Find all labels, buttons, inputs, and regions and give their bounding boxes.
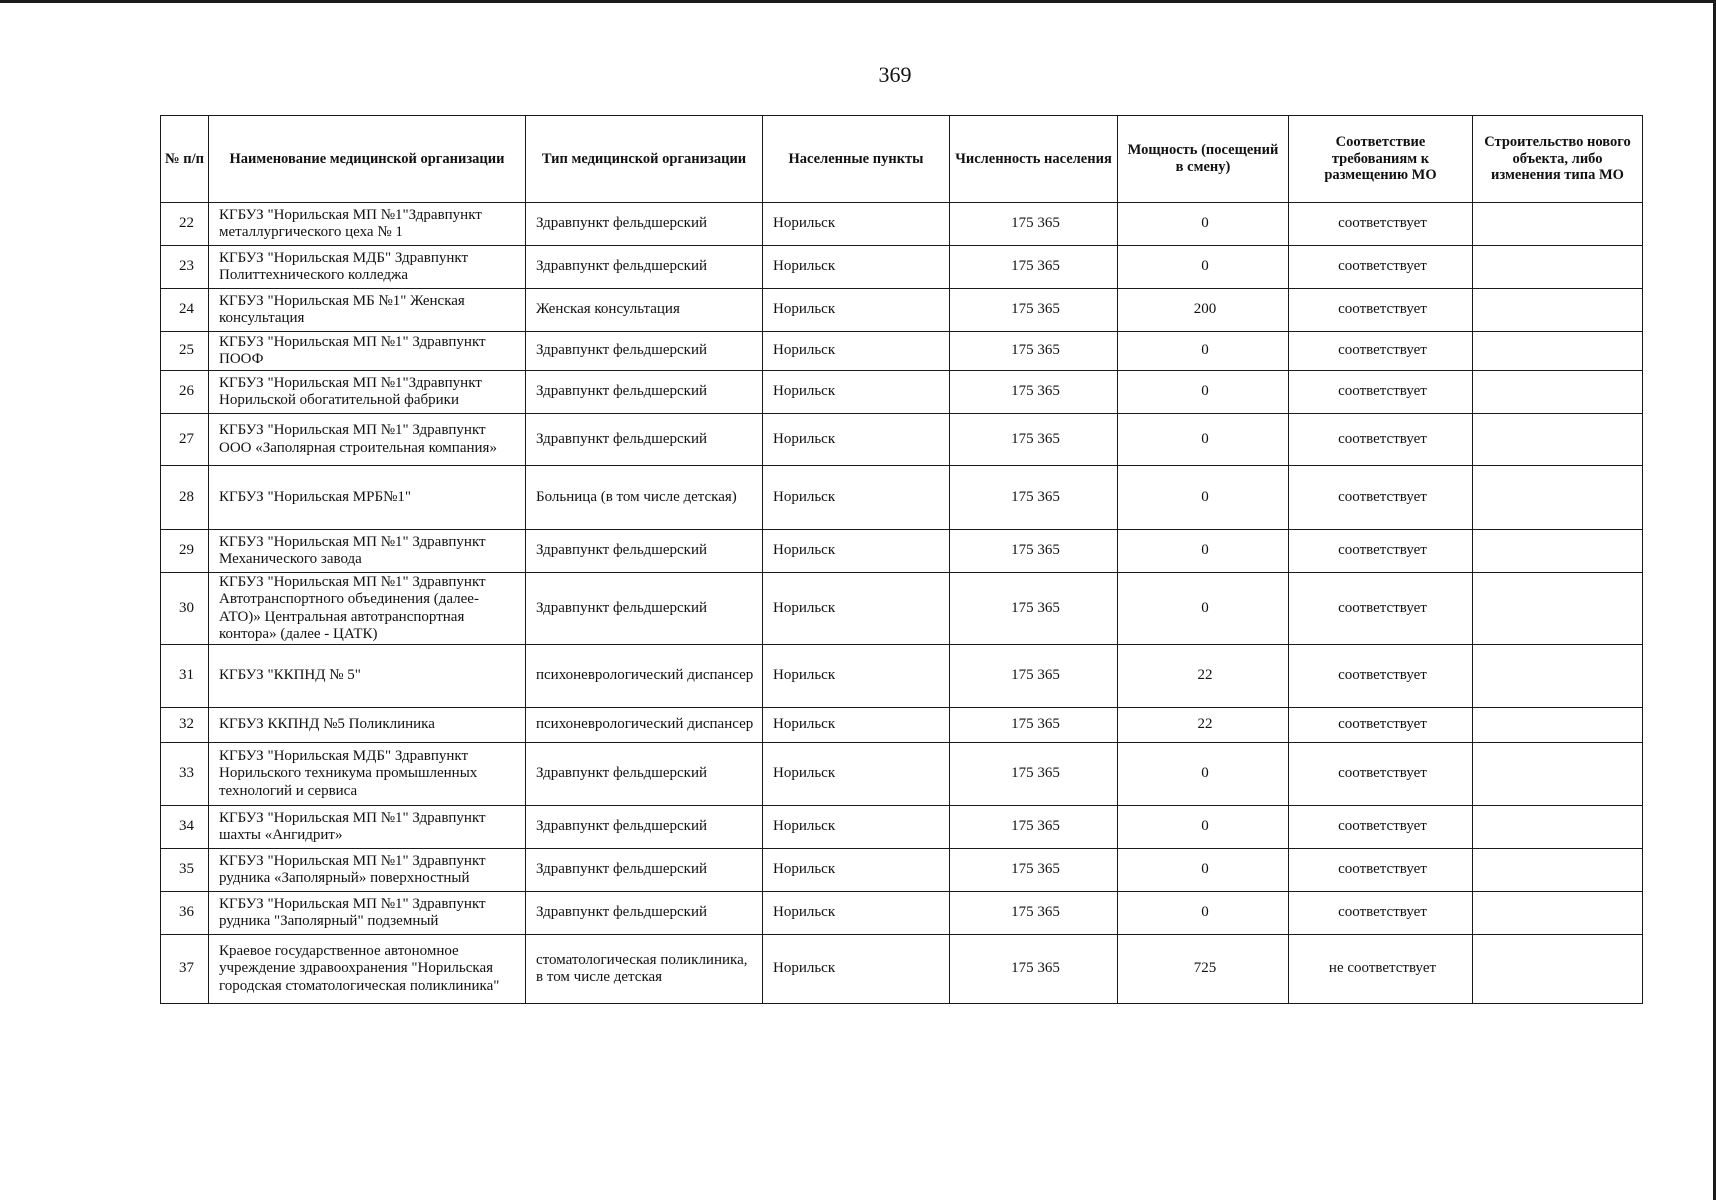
row-compliance: соответствует bbox=[1289, 573, 1473, 645]
row-type: Здравпункт фельдшерский bbox=[526, 414, 763, 466]
table-row bbox=[161, 645, 1643, 708]
row-population: 175 365 bbox=[950, 289, 1118, 332]
row-compliance: соответствует bbox=[1289, 466, 1473, 530]
row-construction bbox=[1473, 892, 1643, 935]
row-compliance: соответствует bbox=[1289, 203, 1473, 246]
row-capacity: 0 bbox=[1118, 466, 1289, 530]
header-name: Наименование медицинской организации bbox=[209, 116, 526, 203]
row-number: 26 bbox=[161, 371, 209, 414]
row-number: 29 bbox=[161, 530, 209, 573]
row-compliance: соответствует bbox=[1289, 892, 1473, 935]
row-type: Здравпункт фельдшерский bbox=[526, 246, 763, 289]
row-settlement: Норильск bbox=[763, 203, 950, 246]
table-row bbox=[161, 289, 1643, 332]
row-capacity: 0 bbox=[1118, 892, 1289, 935]
row-type: Здравпункт фельдшерский bbox=[526, 806, 763, 849]
row-construction bbox=[1473, 289, 1643, 332]
row-type: Женская консультация bbox=[526, 289, 763, 332]
row-settlement: Норильск bbox=[763, 645, 950, 708]
row-number: 23 bbox=[161, 246, 209, 289]
medical-organizations-table bbox=[160, 115, 1643, 1004]
row-number: 22 bbox=[161, 203, 209, 246]
row-name: КГБУЗ "Норильская МП №1"Здравпункт металлургического цеха № 1 bbox=[209, 203, 526, 246]
row-name: КГБУЗ "Норильская МП №1" Здравпункт рудника "Заполярный" подземный bbox=[209, 892, 526, 935]
row-capacity: 0 bbox=[1118, 530, 1289, 573]
row-population: 175 365 bbox=[950, 466, 1118, 530]
row-construction bbox=[1473, 203, 1643, 246]
row-type: Здравпункт фельдшерский bbox=[526, 573, 763, 645]
row-compliance: соответствует bbox=[1289, 246, 1473, 289]
row-name: КГБУЗ "Норильская МРБ№1" bbox=[209, 466, 526, 530]
row-name: КГБУЗ "Норильская МП №1" Здравпункт Механического завода bbox=[209, 530, 526, 573]
row-name: КГБУЗ "Норильская МП №1" Здравпункт Автотранспортного объединения (далее- АТО)» Центральная автотранспортная контора» (далее - ЦАТК) bbox=[209, 573, 526, 645]
row-capacity: 0 bbox=[1118, 743, 1289, 806]
row-name: КГБУЗ ККПНД №5 Поликлиника bbox=[209, 708, 526, 743]
row-number: 32 bbox=[161, 708, 209, 743]
row-type: Здравпункт фельдшерский bbox=[526, 743, 763, 806]
row-settlement: Норильск bbox=[763, 849, 950, 892]
row-construction bbox=[1473, 743, 1643, 806]
row-settlement: Норильск bbox=[763, 935, 950, 1004]
row-capacity: 0 bbox=[1118, 806, 1289, 849]
row-number: 30 bbox=[161, 573, 209, 645]
row-settlement: Норильск bbox=[763, 743, 950, 806]
row-capacity: 200 bbox=[1118, 289, 1289, 332]
table-row bbox=[161, 466, 1643, 530]
row-construction bbox=[1473, 466, 1643, 530]
row-population: 175 365 bbox=[950, 935, 1118, 1004]
row-compliance: соответствует bbox=[1289, 530, 1473, 573]
row-compliance: соответствует bbox=[1289, 414, 1473, 466]
header-population: Численность населения bbox=[950, 116, 1118, 203]
row-name: КГБУЗ "Норильская МП №1" Здравпункт рудника «Заполярный» поверхностный bbox=[209, 849, 526, 892]
row-type: Здравпункт фельдшерский bbox=[526, 892, 763, 935]
row-number: 28 bbox=[161, 466, 209, 530]
row-population: 175 365 bbox=[950, 332, 1118, 371]
row-number: 36 bbox=[161, 892, 209, 935]
row-capacity: 0 bbox=[1118, 203, 1289, 246]
row-number: 25 bbox=[161, 332, 209, 371]
table-row bbox=[161, 371, 1643, 414]
row-capacity: 0 bbox=[1118, 371, 1289, 414]
row-compliance: соответствует bbox=[1289, 332, 1473, 371]
row-type: психоневрологический диспансер bbox=[526, 645, 763, 708]
row-population: 175 365 bbox=[950, 371, 1118, 414]
row-population: 175 365 bbox=[950, 708, 1118, 743]
row-population: 175 365 bbox=[950, 806, 1118, 849]
row-name: Краевое государственное автономное учреждение здравоохранения "Норильская городская стоматологическая поликлиника" bbox=[209, 935, 526, 1004]
row-type: Больница (в том числе детская) bbox=[526, 466, 763, 530]
row-type: стоматологическая поликлиника, в том числе детская bbox=[526, 935, 763, 1004]
row-name: КГБУЗ "Норильская МП №1" Здравпункт ПООФ bbox=[209, 332, 526, 371]
row-settlement: Норильск bbox=[763, 573, 950, 645]
table-row bbox=[161, 573, 1643, 645]
row-construction bbox=[1473, 530, 1643, 573]
row-population: 175 365 bbox=[950, 530, 1118, 573]
row-type: Здравпункт фельдшерский bbox=[526, 530, 763, 573]
row-type: Здравпункт фельдшерский bbox=[526, 203, 763, 246]
row-capacity: 0 bbox=[1118, 849, 1289, 892]
row-capacity: 22 bbox=[1118, 645, 1289, 708]
row-construction bbox=[1473, 414, 1643, 466]
row-population: 175 365 bbox=[950, 414, 1118, 466]
row-population: 175 365 bbox=[950, 573, 1118, 645]
table-row bbox=[161, 708, 1643, 743]
row-name: КГБУЗ "Норильская МП №1" Здравпункт шахты «Ангидрит» bbox=[209, 806, 526, 849]
table-body bbox=[161, 203, 1643, 1004]
row-type: Здравпункт фельдшерский bbox=[526, 332, 763, 371]
row-construction bbox=[1473, 371, 1643, 414]
table-row bbox=[161, 414, 1643, 466]
row-compliance: соответствует bbox=[1289, 289, 1473, 332]
table-row bbox=[161, 203, 1643, 246]
row-construction bbox=[1473, 708, 1643, 743]
row-construction bbox=[1473, 849, 1643, 892]
row-settlement: Норильск bbox=[763, 414, 950, 466]
row-population: 175 365 bbox=[950, 246, 1118, 289]
row-capacity: 22 bbox=[1118, 708, 1289, 743]
row-settlement: Норильск bbox=[763, 708, 950, 743]
row-name: КГБУЗ "Норильская МП №1" Здравпункт ООО «Заполярная строительная компания» bbox=[209, 414, 526, 466]
row-capacity: 0 bbox=[1118, 414, 1289, 466]
row-compliance: соответствует bbox=[1289, 645, 1473, 708]
table-row bbox=[161, 892, 1643, 935]
row-name: КГБУЗ "Норильская МБ №1" Женская консультация bbox=[209, 289, 526, 332]
row-construction bbox=[1473, 332, 1643, 371]
header-capacity: Мощность (посещений в смену) bbox=[1118, 116, 1289, 203]
page-number: 369 bbox=[878, 62, 912, 87]
row-settlement: Норильск bbox=[763, 806, 950, 849]
row-capacity: 0 bbox=[1118, 246, 1289, 289]
row-capacity: 0 bbox=[1118, 332, 1289, 371]
row-population: 175 365 bbox=[950, 892, 1118, 935]
row-number: 27 bbox=[161, 414, 209, 466]
row-population: 175 365 bbox=[950, 645, 1118, 708]
row-number: 34 bbox=[161, 806, 209, 849]
row-settlement: Норильск bbox=[763, 466, 950, 530]
row-construction bbox=[1473, 246, 1643, 289]
row-settlement: Норильск bbox=[763, 371, 950, 414]
table-header-row bbox=[161, 116, 1643, 203]
row-compliance: соответствует bbox=[1289, 849, 1473, 892]
table-row bbox=[161, 806, 1643, 849]
scan-border-top bbox=[0, 0, 1716, 3]
row-compliance: соответствует bbox=[1289, 708, 1473, 743]
row-type: Здравпункт фельдшерский bbox=[526, 849, 763, 892]
row-number: 31 bbox=[161, 645, 209, 708]
row-number: 35 bbox=[161, 849, 209, 892]
table-row bbox=[161, 743, 1643, 806]
row-population: 175 365 bbox=[950, 849, 1118, 892]
row-number: 37 bbox=[161, 935, 209, 1004]
header-num: № п/п bbox=[161, 116, 209, 203]
table-row bbox=[161, 530, 1643, 573]
row-construction bbox=[1473, 645, 1643, 708]
header-type: Тип медицинской организации bbox=[526, 116, 763, 203]
row-settlement: Норильск bbox=[763, 289, 950, 332]
table-row bbox=[161, 332, 1643, 371]
header-compliance: Соответствие требованиям к размещению МО bbox=[1289, 116, 1473, 203]
row-construction bbox=[1473, 806, 1643, 849]
row-compliance: соответствует bbox=[1289, 806, 1473, 849]
row-construction bbox=[1473, 573, 1643, 645]
row-settlement: Норильск bbox=[763, 246, 950, 289]
row-settlement: Норильск bbox=[763, 892, 950, 935]
row-compliance: соответствует bbox=[1289, 371, 1473, 414]
header-settlements: Населенные пункты bbox=[763, 116, 950, 203]
header-construction: Строительство нового объекта, либо изменения типа МО bbox=[1473, 116, 1643, 203]
row-capacity: 725 bbox=[1118, 935, 1289, 1004]
table-row bbox=[161, 849, 1643, 892]
row-compliance: не соответствует bbox=[1289, 935, 1473, 1004]
table-row bbox=[161, 935, 1643, 1004]
row-type: психоневрологический диспансер bbox=[526, 708, 763, 743]
row-type: Здравпункт фельдшерский bbox=[526, 371, 763, 414]
row-capacity: 0 bbox=[1118, 573, 1289, 645]
row-name: КГБУЗ "ККПНД № 5" bbox=[209, 645, 526, 708]
table-row bbox=[161, 246, 1643, 289]
row-name: КГБУЗ "Норильская МДБ" Здравпункт Политтехнического колледжа bbox=[209, 246, 526, 289]
row-population: 175 365 bbox=[950, 743, 1118, 806]
row-settlement: Норильск bbox=[763, 530, 950, 573]
row-number: 24 bbox=[161, 289, 209, 332]
row-number: 33 bbox=[161, 743, 209, 806]
row-name: КГБУЗ "Норильская МП №1"Здравпункт Норильской обогатительной фабрики bbox=[209, 371, 526, 414]
row-name: КГБУЗ "Норильская МДБ" Здравпункт Норильского техникума промышленных технологий и сервиса bbox=[209, 743, 526, 806]
row-construction bbox=[1473, 935, 1643, 1004]
row-settlement: Норильск bbox=[763, 332, 950, 371]
row-compliance: соответствует bbox=[1289, 743, 1473, 806]
row-population: 175 365 bbox=[950, 203, 1118, 246]
